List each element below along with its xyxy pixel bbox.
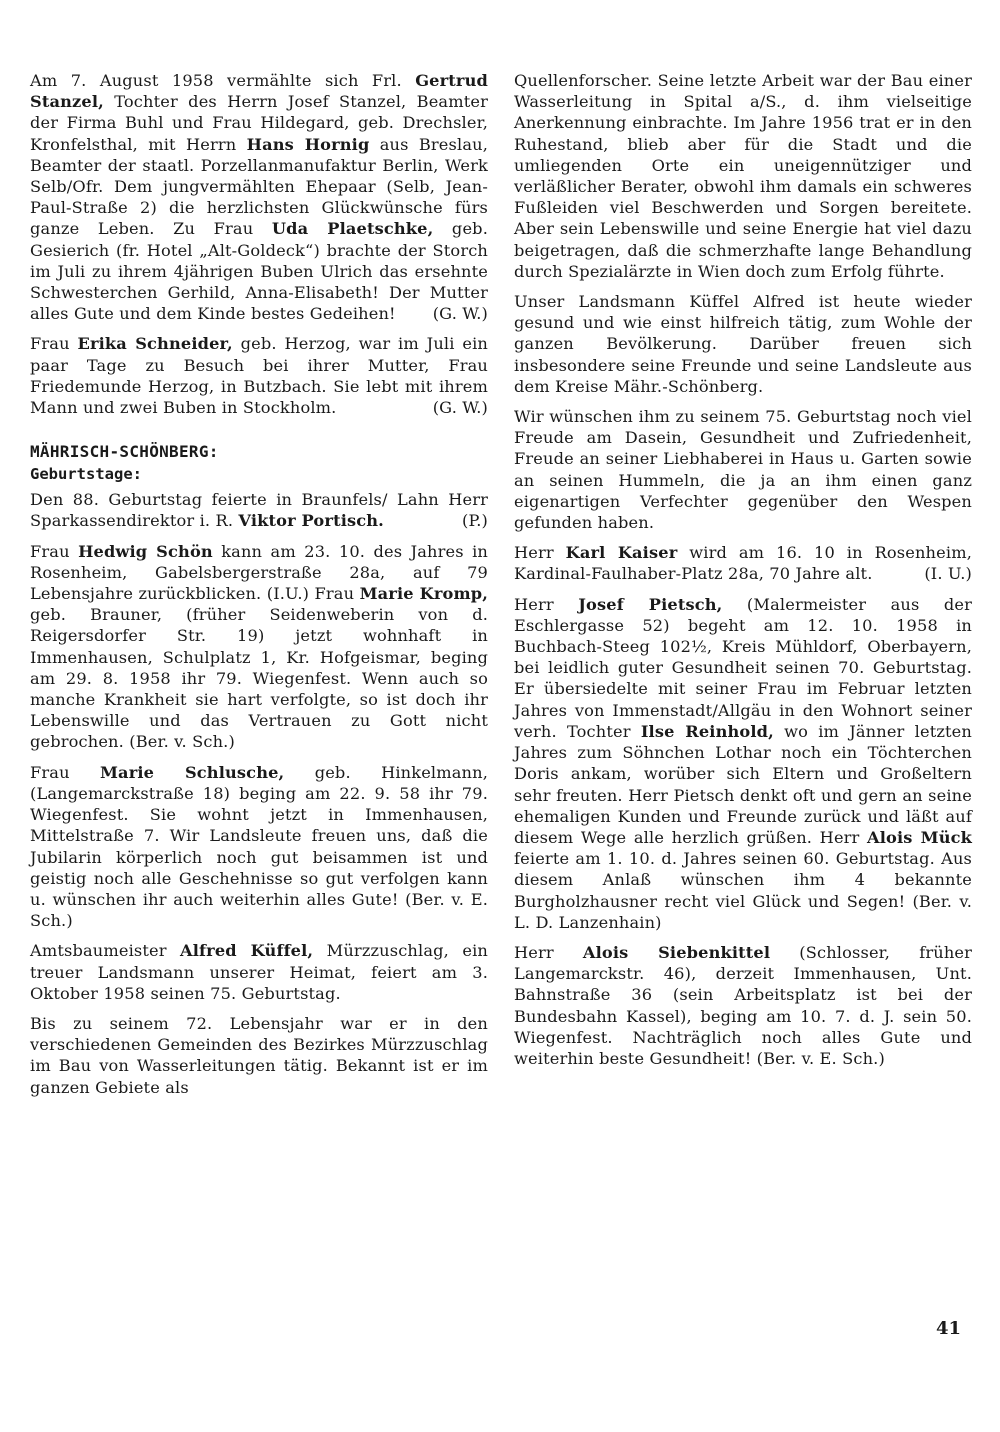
paragraph-schoen-kromp <box>30 541 488 753</box>
paragraph-kueffel-health <box>514 291 972 397</box>
person-name: Ilse Reinhold, <box>640 721 774 741</box>
paragraph-text: Den 88. Geburtstag feierte in Braunfels/ Lahn Herr Sparkassendirektor i. R. <box>30 490 488 531</box>
person-name: Gertrud Stanzel, <box>30 71 488 112</box>
paragraph-schneider <box>30 333 488 418</box>
author-signature: (I. U.) <box>924 564 972 584</box>
author-signature: (G. W.) <box>432 398 488 418</box>
paragraph-text: Tochter des Herrn Josef Stanzel, Beamter der Firma Buhl und Frau Hildegard, geb. Drechsler, Kronfelsthal, mit Herrn <box>30 92 488 154</box>
paragraph-schlusche <box>30 762 488 932</box>
person-name: Viktor Portisch. <box>238 511 384 531</box>
paragraph-text: Herr <box>514 543 566 563</box>
paragraph-text: wird am 16. 10 in Rosenheim, Kardinal-Faulhaber-Platz 28a, 70 Jahre alt. <box>514 543 972 584</box>
paragraph-kueffel-career <box>30 1013 488 1098</box>
paragraph-text: feierte am 1. 10. d. Jahres seinen 60. Geburtstag. Aus diesem Anlaß wünschen ihm 4 bekannte Burgholzhausner recht viel Glück und Segen! (Ber. v. L. D. Lanzenhain) <box>514 849 972 932</box>
paragraph-kueffel-career-cont <box>514 70 972 282</box>
subsection-heading: Geburtstage: <box>30 465 142 484</box>
right-column <box>514 70 972 1078</box>
paragraph-text: geb. Hinkelmann, (Langemarckstraße 18) beging am 22. 9. 58 ihr 79. Wiegenfest. Sie wohnt jetzt in Immenhausen, Mittelstraße 7. Wir Landsleute freuen uns, daß die Jubilarin körperlich noch gut beisammen ist und geistig noch alle Geschehnisse so gut verfolgen kann u. wünschen ihr auch weiterhin alles Gute! (Ber. v. E. Sch.) <box>30 762 489 931</box>
paragraph-siebenkittel <box>514 942 972 1069</box>
paragraph-text: kann am 23. 10. des Jahres in Rosenheim, Gabelsbergerstraße 28a, auf 79 Lebensjahre zurückblicken. (I.U.) Frau <box>30 541 488 604</box>
paragraph-text: (Schlosser, früher Langemarckstr. 46), derzeit Immenhausen, Unt. Bahnstraße 36 (sein Arbeitsplatz ist bei der Bundesbahn Kassel), beging am 10. 7. d. J. sein 50. Wiegenfest. Nachträglich noch alles Gute und weiterhin beste Gesundheit! (Ber. v. E. Sch.) <box>514 942 973 1068</box>
paragraph-text: Wir wünschen ihm zu seinem 75. Geburtstag noch viel Freude am Dasein, Gesundheit und Zufriedenheit, Freude an seiner Liebhaberei in Haus u. Garten sowie an seinen Hummeln, die ja an ihm einen ganz eigenartigen Verfechter gegenüber den Wespen gefunden haben. <box>514 407 972 533</box>
person-name: Hedwig Schön <box>78 541 213 561</box>
paragraph-text: Quellenforscher. Seine letzte Arbeit war der Bau einer Wasserleitung in Spital a/S., d. ihm vielseitige Anerkennung einbrachte. Im Jahre 1956 trat er in den Ruhestand, blieb aber für die Stadt und die umliegenden Orte ein uneigennütziger und verläßlicher Berater, obwohl ihm damals ein schweres Fußleiden viel Beschwerden und Sorgen bereitete. Aber sein Lebenswille und seine Energie hat viel dazu beigetragen, daß die schmerzhafte lange Behandlung durch Spezialärzte in Wien doch zum Erfolg führte. <box>514 71 972 281</box>
paragraph-text: Unser Landsmann Küffel Alfred ist heute wieder gesund und wie einst hilfreich tätig, zum Wohle der ganzen Bevölkerung. Darüber freuen sich insbesondere seine Freunde und seine Landsleute aus dem Kreise Mähr.-Schönberg. <box>514 292 972 396</box>
paragraph-text: Am 7. August 1958 vermählte sich Frl. <box>30 71 416 90</box>
paragraph-text: Amtsbaumeister <box>30 941 181 961</box>
paragraph-stanzel-hornig <box>30 70 488 324</box>
person-name: Marie Schlusche, <box>99 762 285 782</box>
paragraph-text: geb. Herzog, war im Juli ein paar Tage zu Besuch bei ihrer Mutter, Frau Friedemunde Herzog, in Butzbach. Sie lebt mit ihrem Mann und zwei Buben in Stockholm. <box>30 334 488 418</box>
person-name: Karl Kaiser <box>565 543 678 563</box>
author-signature: (G. W.) <box>432 304 488 324</box>
person-name: Erika Schneider, <box>77 334 233 354</box>
paragraph-text: wo im Jänner letzten Jahres zum Söhnchen Lothar noch ein Töchterchen Doris ankam, worüber sich Eltern und Großeltern sehr freuten. Herr Pietsch denkt oft und gern an seine ehemaligen Kunden und Freunde zurück und läßt auf diesem Wege alle herzlich grüßen. Herr <box>514 721 972 847</box>
paragraph-text: (Malermeister aus der Eschlergasse 52) begeht am 12. 10. 1958 in Buchbach-Steeg 102½, Kreis Mühldorf, Oberbayern, bei leidlich guter Gesundheit seinen 70. Geburtstag. Er übersiedelte mit seiner Frau im Februar letzten Jahres von Immenstadt/Allgäu in den Wohnort seiner verh. Tochter <box>514 594 972 741</box>
paragraph-text: Frau <box>30 334 78 354</box>
paragraph-text: Bis zu seinem 72. Lebensjahr war er in den verschiedenen Gemeinden des Bezirkes Mürzzuschlag im Bau von Wasserleitungen tätig. Bekannt ist er im ganzen Gebiete als <box>30 1013 488 1097</box>
person-name: Hans Hornig <box>246 134 370 154</box>
person-name: Marie Kromp, <box>359 584 488 604</box>
left-column <box>30 70 488 1107</box>
paragraph-kaiser <box>514 542 972 584</box>
person-name: Uda Plaetschke, <box>271 219 434 239</box>
person-name: Alfred Küffel, <box>180 941 314 961</box>
paragraph-kueffel-intro <box>30 940 488 1004</box>
paragraph-kueffel-wishes <box>514 406 972 533</box>
paragraph-text: Mürzzuschlag, ein treuer Landsmann unserer Heimat, feiert am 3. Oktober 1958 seinen 75. Geburtstag. <box>30 941 488 1003</box>
section-heading: MÄHRISCH-SCHÖNBERG: <box>30 442 219 462</box>
paragraph-pietsch-mueck <box>514 594 972 933</box>
paragraph-text: aus Breslau, Beamter der staatl. Porzellanmanufaktur Berlin, Werk Selb/Ofr. Dem jungvermählten Ehepaar (Selb, Jean-Paul-Straße 2) die herzlichsten Glückwünsche fürs ganze Leben. Zu Frau <box>30 134 488 239</box>
paragraph-text: geb. Brauner, (früher Seidenweberin von d. Reigersdorfer Str. 19) jetzt wohnhaft in Immenhausen, Schulplatz 1, Kr. Hofgeismar, beging am 29. 8. 1958 ihr 79. Wiegenfest. Wenn auch so manche Krankheit sie hart verfolgte, so ist doch ihr Lebenswille und das Vertrauen zu Gott nicht gebrochen. (Ber. v. Sch.) <box>30 605 488 752</box>
person-name: Alois Mück <box>867 827 973 847</box>
page-number: 41 <box>936 1318 962 1339</box>
paragraph-text: Herr <box>514 594 579 614</box>
author-signature: (P.) <box>462 511 488 531</box>
person-name: Josef Pietsch, <box>578 594 723 614</box>
paragraph-portisch <box>30 489 488 531</box>
paragraph-text: geb. Gesierich (fr. Hotel „Alt-Goldeck“) brachte der Storch im Juli zu ihrem 4jährigen Buben Ulrich das ersehnte Schwesterchen Gerhild, Anna-Elisabeth! Der Mutter alles Gute und dem Kinde bestes Gedeihen! <box>30 219 488 324</box>
person-name: Alois Siebenkittel <box>582 942 771 962</box>
paragraph-text: Frau <box>30 762 100 782</box>
paragraph-text: Herr <box>514 942 583 962</box>
paragraph-text: Frau <box>30 541 79 561</box>
